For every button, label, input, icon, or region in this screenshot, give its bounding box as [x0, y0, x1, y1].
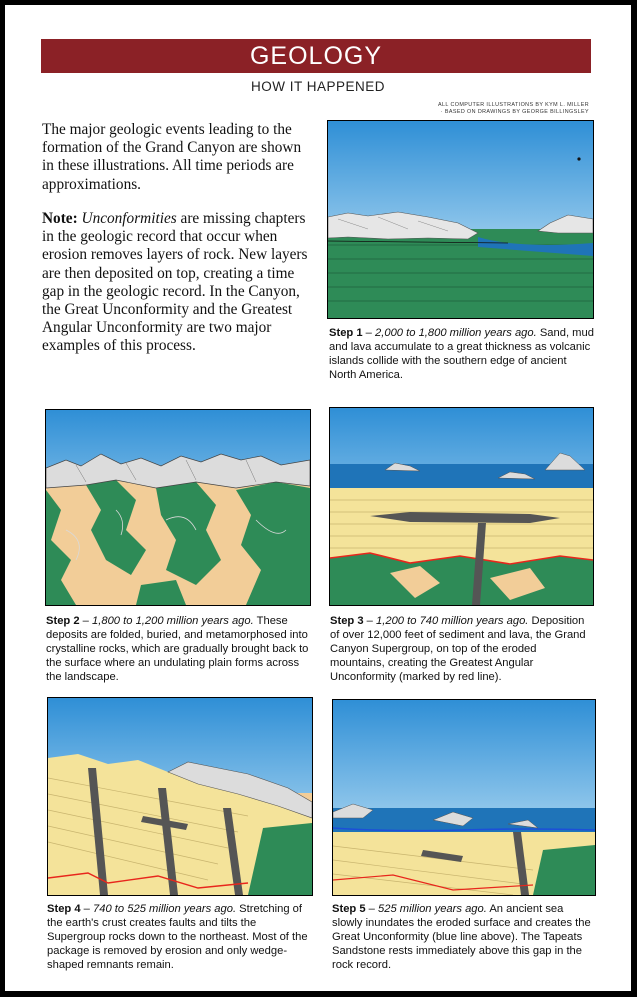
step-5-dash: –	[365, 903, 379, 915]
step-2-label: Step 2	[46, 615, 80, 627]
step-4-label: Step 4	[47, 903, 81, 915]
step-2-text: These deposits are folded, buried, and metamorphosed into crystalline rocks, which are gradually brought back to the surface where an undulating plain forms across the landscape.	[46, 615, 309, 684]
page-title: GEOLOGY	[41, 39, 591, 73]
illustration-credit-source: · BASED ON DRAWINGS BY GEORGE BILLINGSLEY	[440, 109, 589, 115]
step-2-period: 1,800 to 1,200 million years ago.	[92, 615, 254, 627]
step-1-label: Step 1	[329, 327, 363, 339]
step-3-text: Deposition of over 12,000 feet of sediment and lava, the Grand Canyon Supergroup, on top of the eroded mountains, creating the Greatest Angular Unconformity (marked by red line).	[330, 615, 586, 684]
note-text: are missing chapters in the geologic record that occur when erosion removes layers of rock. New layers are then deposited on top, creating a time gap in the geologic record. In the Canyon, the Great Unconformity and the Greatest Angular Unconformity are two major examples of this process.	[42, 210, 308, 355]
step-1-caption	[329, 326, 594, 382]
step-5-caption	[332, 902, 596, 972]
note-paragraph	[42, 210, 308, 356]
step-5-label: Step 5	[332, 903, 366, 915]
step-3-dash: –	[363, 615, 377, 627]
step-5-text: An ancient sea slowly inundates the eroded surface and creates the Great Unconformity (blue line above). The Tapeats Sandstone rests immediately above this gap in the rock record.	[332, 903, 591, 972]
intro-paragraph: The major geologic events leading to the formation of the Grand Canyon are shown in these illustrations. All time periods are approximations.	[42, 121, 302, 193]
step-4-dash: –	[80, 903, 94, 915]
step-3-caption	[330, 614, 592, 684]
page	[5, 5, 631, 991]
step-1-illustration	[327, 120, 594, 319]
step-5-illustration	[332, 699, 596, 896]
step-1-period: 2,000 to 1,800 million years ago.	[375, 327, 537, 339]
step-2-caption	[46, 614, 312, 684]
step-4-illustration	[47, 697, 313, 896]
step-1-text: Sand, mud and lava accumulate to a great thickness as volcanic islands collide with the southern edge of ancient North America.	[329, 327, 594, 382]
step-2-illustration	[45, 409, 311, 606]
note-term: Unconformities	[81, 210, 177, 227]
step-4-text: Stretching of the earth's crust creates faults and tilts the Supergroup rocks down to the northeast. Most of the package is removed by erosion and only wedge-shaped remnants remain.	[47, 903, 308, 972]
page-subtitle: HOW IT HAPPENED	[250, 79, 386, 94]
step-2-dash: –	[79, 615, 93, 627]
step-3-label: Step 3	[330, 615, 364, 627]
step-3-illustration	[329, 407, 594, 606]
note-label: Note:	[42, 210, 78, 227]
step-4-caption	[47, 902, 313, 972]
illustration-credit: ALL COMPUTER ILLUSTRATIONS BY KYM L. MILLER	[437, 102, 589, 108]
step-1-dash: –	[362, 327, 376, 339]
step-5-period: 525 million years ago.	[378, 903, 487, 915]
step-3-period: 1,200 to 740 million years ago.	[376, 615, 529, 627]
step-4-period: 740 to 525 million years ago.	[93, 903, 237, 915]
